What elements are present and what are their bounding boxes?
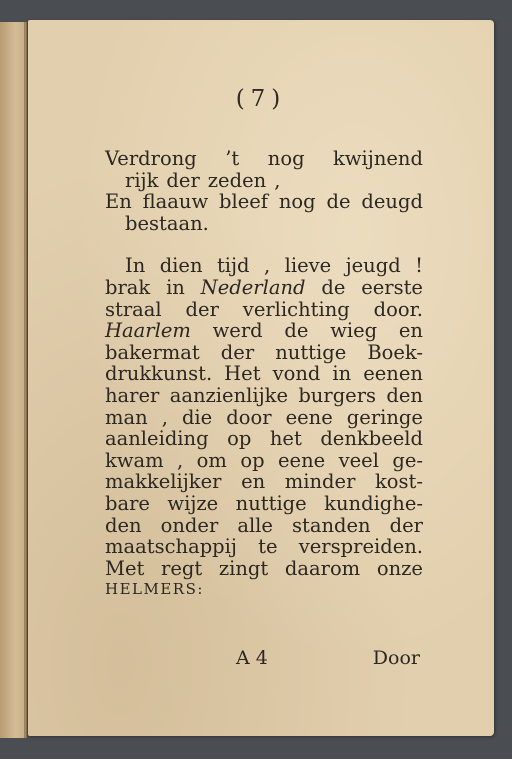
text-line — [105, 255, 423, 277]
page-number: (7) — [235, 86, 287, 112]
word: onze — [376, 556, 423, 580]
word: door — [226, 405, 272, 429]
word: standen — [291, 513, 371, 537]
text-line — [105, 558, 423, 580]
word: in — [166, 275, 185, 299]
word: wieg — [330, 319, 378, 343]
word: In — [125, 254, 146, 278]
word: den — [386, 383, 423, 407]
word: aanzienlijke — [169, 383, 288, 407]
word: harer — [105, 383, 160, 407]
word: bleef — [219, 190, 269, 214]
text-line — [105, 148, 423, 170]
text-line — [105, 191, 423, 213]
text-line — [105, 363, 423, 385]
word: dien — [159, 254, 203, 278]
text-line — [105, 428, 423, 450]
word: der — [166, 168, 200, 192]
word: zingt — [218, 556, 269, 580]
text-line — [105, 277, 423, 299]
word: lieve — [284, 254, 332, 278]
word: , — [161, 405, 168, 429]
word: bakermat — [105, 340, 200, 364]
text-line — [105, 170, 423, 192]
word: deugd — [361, 190, 423, 214]
text-line — [105, 579, 423, 601]
word: , — [274, 168, 281, 192]
word: Nederland — [200, 275, 306, 299]
word: de — [326, 190, 351, 214]
body-text — [105, 148, 423, 601]
word: nuttige — [235, 491, 307, 515]
word: zeden — [207, 168, 267, 192]
word: drukkunst. — [105, 362, 213, 386]
word: de — [284, 319, 309, 343]
word: denkbeeld — [320, 427, 423, 451]
word: en — [398, 319, 423, 343]
word: aanleiding — [105, 427, 209, 451]
word: der — [185, 297, 219, 321]
word: rijk — [125, 168, 159, 192]
word: , — [177, 448, 184, 472]
word: op — [227, 427, 252, 451]
word: der — [220, 340, 255, 364]
word: onder — [160, 513, 219, 537]
word: verlichting — [242, 297, 350, 321]
word: nog — [267, 147, 305, 170]
word: werd — [212, 319, 263, 343]
word: wijze — [167, 491, 219, 515]
word: straal — [105, 297, 162, 321]
word: ! — [415, 254, 423, 278]
text-line — [105, 320, 423, 342]
word: veel — [338, 448, 379, 472]
word: vond — [272, 362, 321, 386]
text-line — [105, 407, 423, 429]
word: kwijnend — [333, 147, 423, 170]
page-footer — [236, 647, 420, 669]
word: Het — [224, 362, 261, 386]
previous-page-edge — [0, 22, 27, 738]
text-line — [105, 342, 423, 364]
word: , — [263, 254, 271, 278]
word: man — [105, 405, 148, 429]
word: bare — [105, 491, 150, 515]
text-line — [105, 385, 423, 407]
word: minder — [284, 470, 356, 494]
word: in — [332, 362, 352, 386]
word: Met — [105, 556, 145, 580]
word: regt — [161, 556, 203, 580]
word: geringe — [346, 405, 423, 429]
word: burgers — [298, 383, 377, 407]
word: En — [105, 190, 132, 214]
word: eene — [285, 405, 333, 429]
word: verspreiden. — [298, 535, 423, 559]
text-line — [105, 471, 423, 493]
word: ’t — [225, 147, 240, 170]
text-line — [105, 515, 423, 537]
word: het — [269, 427, 302, 451]
word: der — [389, 513, 423, 537]
word: Verdrong — [105, 147, 197, 170]
word: kundighe- — [324, 491, 423, 515]
word: eenen — [363, 362, 423, 386]
text-line — [105, 213, 423, 235]
text-line — [105, 493, 423, 515]
word: kost- — [374, 470, 423, 494]
word: op — [240, 448, 265, 472]
word: ge- — [392, 448, 423, 472]
word: Boek- — [367, 340, 423, 364]
word: makkelijker — [105, 470, 222, 494]
text-line — [105, 450, 423, 472]
word: eene — [277, 448, 326, 472]
word: nuttige — [275, 340, 347, 364]
word: te — [258, 535, 278, 559]
word: die — [181, 405, 213, 429]
text-line — [105, 536, 423, 558]
word: daarom — [284, 556, 361, 580]
paragraph-gap — [105, 234, 423, 255]
word: HELMERS: — [105, 580, 204, 599]
word: om — [196, 448, 227, 472]
word: Haarlem — [105, 319, 191, 343]
word: bestaan. — [125, 211, 209, 235]
word: brak — [105, 275, 151, 299]
word: door. — [373, 297, 423, 321]
word: en — [241, 470, 266, 494]
word: tijd — [216, 254, 250, 278]
word: maatschappij — [105, 535, 237, 559]
signature-mark: A 4 — [236, 647, 268, 669]
word: alle — [237, 513, 273, 537]
word: de — [321, 275, 346, 299]
book-page — [28, 20, 494, 736]
word: kwam — [105, 448, 164, 472]
word: eerste — [361, 275, 423, 299]
word: den — [105, 513, 142, 537]
word: flaauw — [142, 190, 209, 214]
word: nog — [278, 190, 316, 214]
catchword: Door — [372, 647, 420, 669]
word: jeugd — [345, 254, 401, 278]
text-line — [105, 299, 423, 321]
